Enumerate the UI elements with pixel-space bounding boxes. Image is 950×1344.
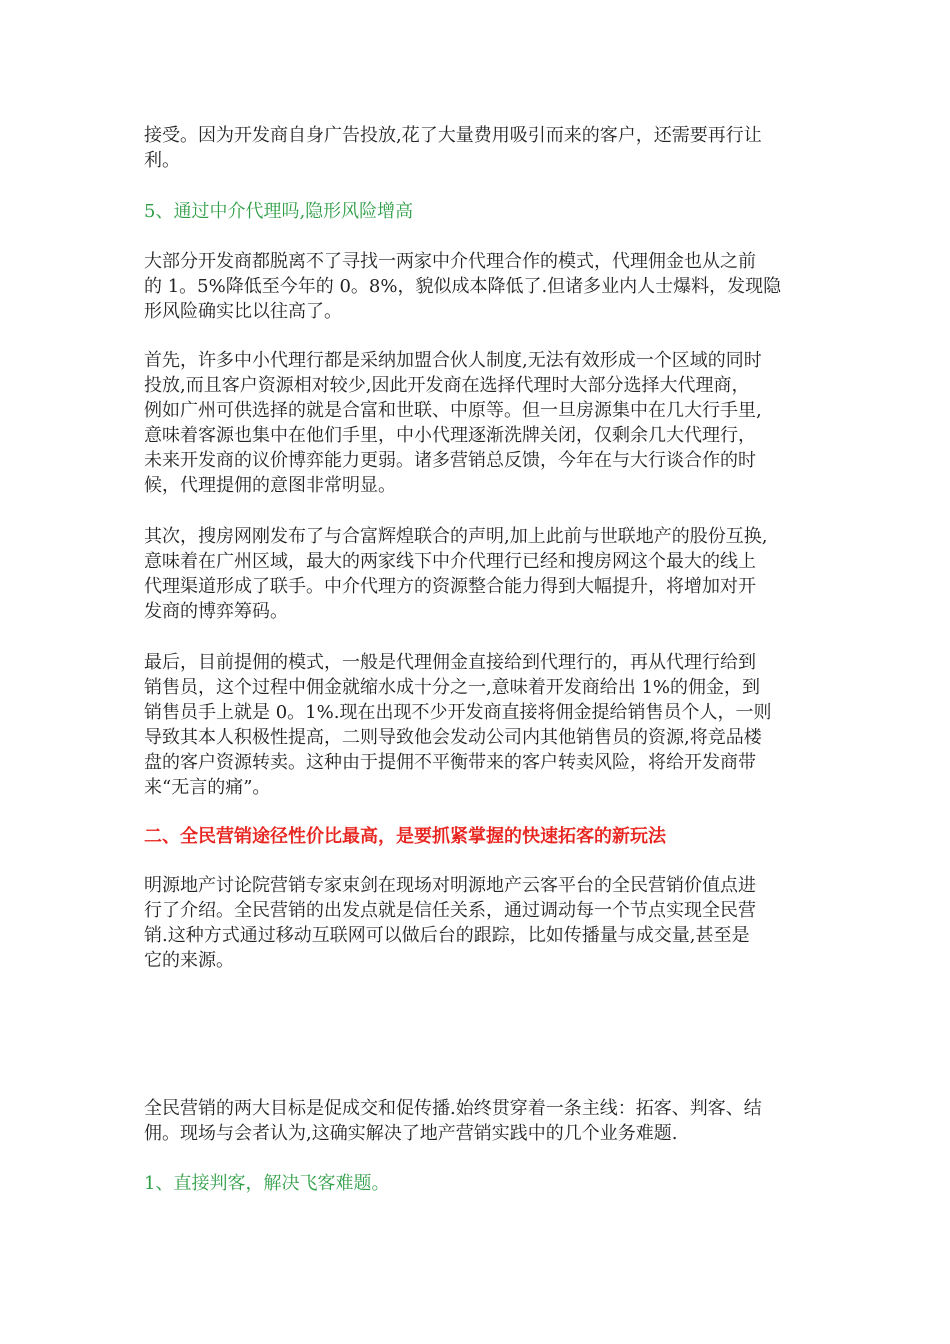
- text-line: 投放,而且客户资源相对较少,因此开发商在选择代理时大部分选择大代理商，: [144, 375, 750, 396]
- text-line: 的 1。5%降低至今年的 0。8%，貌似成本降低了.但诸多业内人士爆料，发现隐: [144, 276, 782, 297]
- text-line: 形风险确实比以往高了。: [144, 301, 342, 322]
- text-line: 它的来源。: [144, 950, 234, 971]
- text-line: 未来开发商的议价博弈能力更弱。诸多营销总反馈，今年在与大行谈合作的时: [144, 450, 756, 471]
- text-line: 意味着客源也集中在他们手里，中小代理逐渐洗牌关闭，仅剩余几大代理行，: [144, 425, 756, 446]
- paragraph-mingyuan-intro: [144, 873, 810, 973]
- paragraph-ad-cost: [144, 123, 810, 173]
- text-line: 盘的客户资源转卖。这种由于提佣不平衡带来的客户转卖风险，将给开发商带: [144, 752, 756, 773]
- text-line: 接受。因为开发商自身广告投放,花了大量费用吸引而来的客户，还需要再行让: [144, 125, 762, 146]
- text-line: 销售员，这个过程中佣金就缩水成十分之一,意味着开发商给出 1%的佣金，到: [144, 677, 760, 698]
- text-line: 例如广州可供选择的就是合富和世联、中原等。但一旦房源集中在几大行手里,: [144, 400, 762, 421]
- text-line: 全民营销的两大目标是促成交和促传播.始终贯穿着一条主线：拓客、判客、结: [144, 1098, 762, 1119]
- text-line: 发商的博弈筹码。: [144, 601, 288, 622]
- text-line: 来“无言的痛”。: [144, 777, 271, 798]
- text-line: 佣。现场与会者认为,这确实解决了地产营销实践中的几个业务难题.: [144, 1123, 678, 1144]
- text-line: 最后，目前提佣的模式，一般是代理佣金直接给到代理行的，再从代理行给到: [144, 652, 756, 673]
- paragraph-last: [144, 650, 810, 800]
- text-line: 意味着在广州区域，最大的两家线下中介代理行已经和搜房网这个最大的线上: [144, 551, 756, 572]
- text-line: 销.这种方式通过移动互联网可以做后台的跟踪，比如传播量与成交量,甚至是: [144, 925, 750, 946]
- text-line: 导致其本人积极性提高，二则导致他会发动公司内其他销售员的资源,将竞品楼: [144, 727, 762, 748]
- section-heading-2: 二、全民营销途径性价比最高，是要抓紧掌握的快速拓客的新玩法: [144, 826, 666, 847]
- text-line: 行了介绍。全民营销的出发点就是信任关系，通过调动每一个节点实现全民营: [144, 900, 756, 921]
- text-line: 候，代理提佣的意图非常明显。: [144, 475, 396, 496]
- paragraph-goals: [144, 1096, 810, 1146]
- text-line: 销售员手上就是 0。1%.现在出现不少开发商直接将佣金提给销售员个人，一则: [144, 702, 772, 723]
- subheading-judge-customer: 1、直接判客，解决飞客难题。: [144, 1173, 390, 1194]
- paragraph-second: [144, 524, 810, 624]
- text-line: 其次，搜房网刚发布了与合富辉煌联合的声明,加上此前与世联地产的股份互换,: [144, 526, 768, 547]
- subheading-agency-risk: 5、通过中介代理吗,隐形风险增高: [144, 201, 414, 222]
- text-line: 代理渠道形成了联手。中介代理方的资源整合能力得到大幅提升，将增加对开: [144, 576, 756, 597]
- text-line: 利。: [144, 150, 180, 171]
- text-line: 大部分开发商都脱离不了寻找一两家中介代理合作的模式，代理佣金也从之前: [144, 251, 756, 272]
- paragraph-agency-commission: [144, 249, 810, 324]
- paragraph-first: [144, 348, 810, 498]
- text-line: 明源地产讨论院营销专家束剑在现场对明源地产云客平台的全民营销价值点进: [144, 875, 756, 896]
- text-line: 首先，许多中小代理行都是采纳加盟合伙人制度,无法有效形成一个区域的同时: [144, 350, 762, 371]
